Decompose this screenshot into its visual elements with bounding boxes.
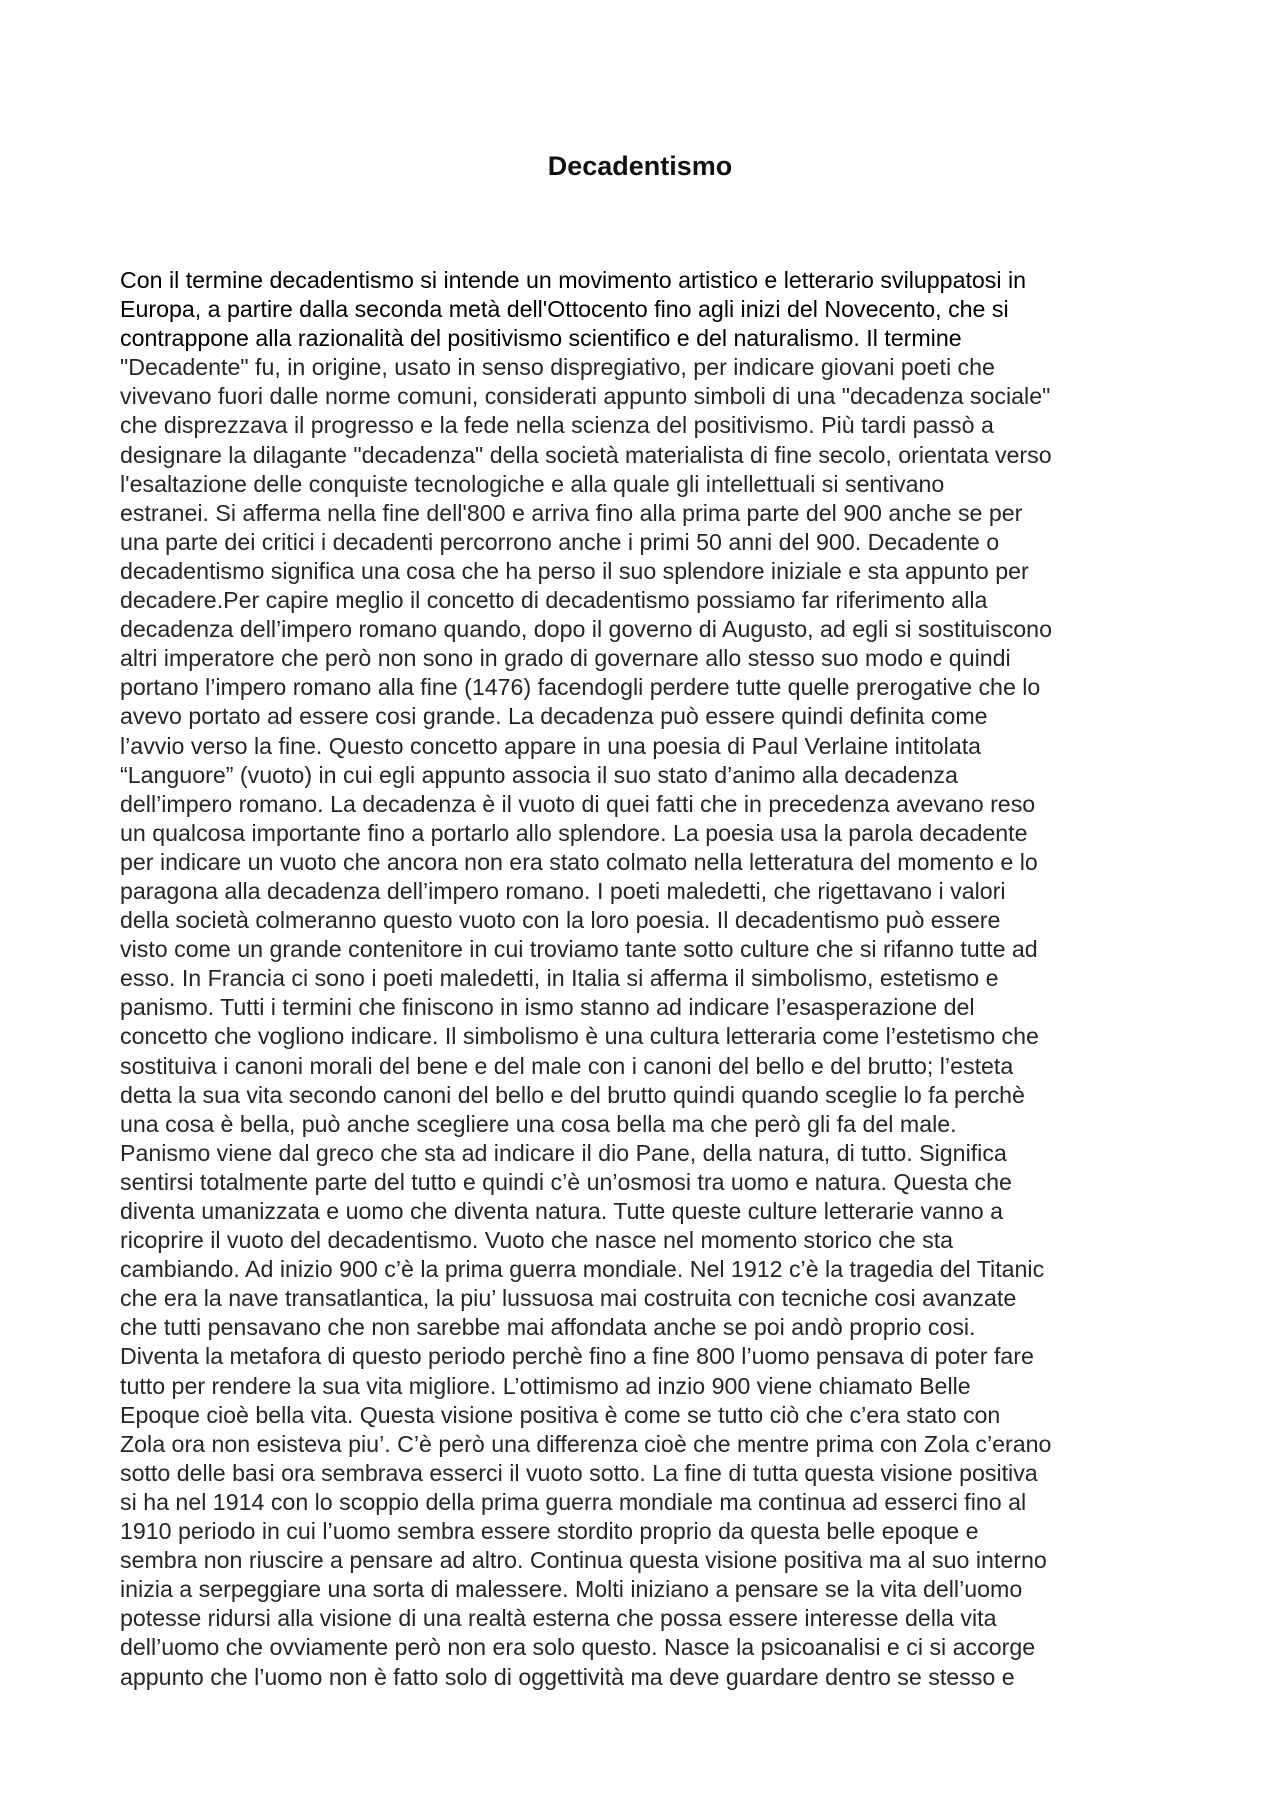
body-text-line: dell’impero romano. La decadenza è il vuoto di quei fatti che in precedenza avevano reso [120, 790, 1036, 817]
body-text-line: che era la nave transatlantica, la piu’ lussuosa mai costruita con tecniche cosi avanzate [120, 1285, 1017, 1312]
body-text-line: Panismo viene dal greco che sta ad indicare il dio Pane, della natura, di tutto. Significa [120, 1139, 1007, 1166]
body-text-line: estranei. Si afferma nella fine dell'800 e arriva fino alla prima parte del 900 anche se per [120, 499, 1023, 526]
body-text-line: contrappone alla razionalità del positivismo scientifico e del naturalismo. Il termine [120, 325, 962, 352]
body-text-line: potesse ridursi alla visione di una realtà esterna che possa essere interesse della vita [120, 1605, 997, 1632]
body-text-line: un qualcosa importante fino a portarlo allo splendore. La poesia usa la parola decadente [120, 819, 1028, 846]
document-title: Decadentismo [547, 151, 733, 181]
body-text-line: una parte dei critici i decadenti percorrono anche i primi 50 anni del 900. Decadente o [120, 528, 1000, 555]
body-text-line: cambiando. Ad inizio 900 c’è la prima guerra mondiale. Nel 1912 c’è la tragedia del Titanic [120, 1256, 1045, 1283]
body-text-line: inizia a serpeggiare una sorta di malessere. Molti iniziano a pensare se la vita dell’uomo [120, 1576, 1023, 1603]
body-text-line: visto come un grande contenitore in cui troviamo tante sotto culture che si rifanno tutte ad [120, 936, 1038, 963]
body-text-line: decadentismo significa una cosa che ha perso il suo splendore iniziale e sta appunto per [120, 557, 1029, 584]
body-text-line: avevo portato ad essere cosi grande. La decadenza può essere quindi definita come [120, 703, 988, 730]
body-text-line: ricoprire il vuoto del decadentismo. Vuoto che nasce nel momento storico che sta [120, 1227, 954, 1254]
body-text-line: Europa, a partire dalla seconda metà dell'Ottocento fino agli inizi del Novecento, che si [120, 296, 1009, 323]
document-body [120, 266, 1168, 1692]
body-text-line: l'esaltazione delle conquiste tecnologiche e alla quale gli intellettuali si sentivano [120, 470, 945, 497]
body-text-line: vivevano fuori dalle norme comuni, considerati appunto simboli di una "decadenza sociale" [120, 383, 1051, 410]
body-text-line: dell’uomo che ovviamente però non era solo questo. Nasce la psicoanalisi e ci si accorge [120, 1634, 1036, 1661]
body-text-line: appunto che l’uomo non è fatto solo di oggettività ma deve guardare dentro se stesso e [120, 1663, 1015, 1690]
body-text-line: che disprezzava il progresso e la fede nella scienza del positivismo. Più tardi passò a [120, 412, 994, 439]
body-text-line: sentirsi totalmente parte del tutto e quindi c’è un’osmosi tra uomo e natura. Questa che [120, 1168, 1012, 1195]
body-text-line: detta la sua vita secondo canoni del bello e del brutto quindi quando sceglie lo fa perchè [120, 1081, 1025, 1108]
body-text-line: sostituiva i canoni morali del bene e del male con i canoni del bello e del brutto; l’esteta [120, 1052, 1014, 1079]
body-text-line: "Decadente" fu, in origine, usato in senso dispregiativo, per indicare giovani poeti che [120, 354, 995, 381]
body-text-line: diventa umanizzata e uomo che diventa natura. Tutte queste culture letterarie vanno a [120, 1198, 1003, 1224]
body-text-line: Zola ora non esisteva piu’. C’è però una differenza cioè che mentre prima con Zola c’erano [120, 1430, 1052, 1457]
body-text-line: Epoque cioè bella vita. Questa visione positiva è come se tutto ciò che c’era stato con [120, 1401, 1001, 1428]
body-text-line: che tutti pensavano che non sarebbe mai affondata anche se poi andò proprio cosi. [120, 1314, 976, 1341]
body-text-line: designare la dilagante "decadenza" della società materialista di fine secolo, orientata verso [120, 441, 1052, 468]
body-text-line: sotto delle basi ora sembrava esserci il vuoto sotto. La fine di tutta questa visione positiva [120, 1459, 1038, 1486]
body-text-line: Con il termine decadentismo si intende un movimento artistico e letterario sviluppatosi in [120, 267, 1027, 293]
body-text-line: “Languore” (vuoto) in cui egli appunto associa il suo stato d’animo alla decadenza [120, 761, 958, 788]
body-text-line: della società colmeranno questo vuoto con la loro poesia. Il decadentismo può essere [120, 907, 1001, 934]
body-text-line: decadenza dell’impero romano quando, dopo il governo di Augusto, ad egli si sostituiscono [120, 616, 1052, 643]
body-text-line: Diventa la metafora di questo periodo perchè fino a fine 800 l’uomo pensava di poter fare [120, 1343, 1034, 1370]
body-text-line: altri imperatore che però non sono in grado di governare allo stesso suo modo e quindi [120, 645, 1011, 672]
body-text-line: panismo. Tutti i termini che finiscono in ismo stanno ad indicare l’esasperazione del [120, 994, 975, 1021]
body-text-line: una cosa è bella, può anche scegliere una cosa bella ma che però gli fa del male. [120, 1110, 957, 1137]
body-text-line: decadere.Per capire meglio il concetto di decadentismo possiamo far riferimento alla [120, 587, 988, 614]
body-text-line: per indicare un vuoto che ancora non era stato colmato nella letteratura del momento e lo [120, 848, 1038, 875]
body-text-line: esso. In Francia ci sono i poeti maledetti, in Italia si afferma il simbolismo, estetismo e [120, 965, 999, 992]
body-text-line: paragona alla decadenza dell’impero romano. I poeti maledetti, che rigettavano i valori [120, 877, 1006, 904]
body-text-line: tutto per rendere la sua vita migliore. L’ottimismo ad inzio 900 viene chiamato Belle [120, 1372, 971, 1399]
body-text-line: l’avvio verso la fine. Questo concetto appare in una poesia di Paul Verlaine intitolata [120, 732, 982, 759]
body-text-line: sembra non riuscire a pensare ad altro. Continua questa visione positiva ma al suo interno [120, 1547, 1047, 1574]
body-text-line: si ha nel 1914 con lo scoppio della prima guerra mondiale ma continua ad esserci fino al [120, 1488, 1027, 1515]
body-text-line: concetto che vogliono indicare. Il simbolismo è una cultura letteraria come l’estetismo che [120, 1023, 1039, 1050]
body-text-line: portano l’impero romano alla fine (1476) facendogli perdere tutte quelle prerogative che lo [120, 674, 1041, 701]
body-text-line: 1910 periodo in cui l’uomo sembra essere stordito proprio da questa belle epoque e [120, 1518, 979, 1545]
